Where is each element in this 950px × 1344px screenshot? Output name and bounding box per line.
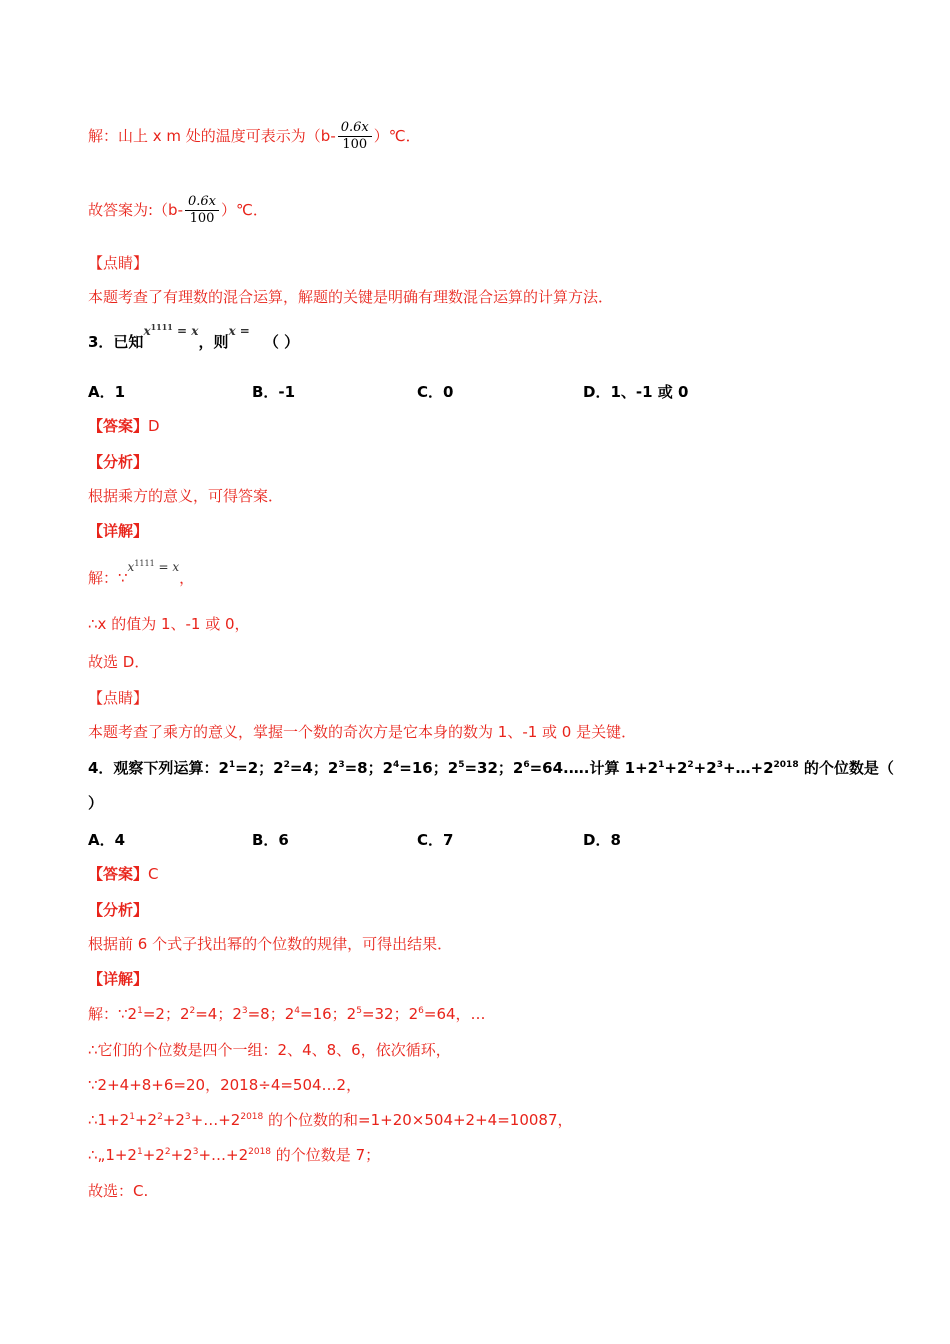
text-run: =32；2 [361,1005,419,1023]
math-exponent: 1111 [134,559,155,568]
text-run: =4；2 [289,759,339,777]
text-run: +2 [134,1111,158,1129]
q3-option-c: C．0 [417,383,454,401]
q2-answer-unit: ）℃． [221,201,268,219]
math-base: x [143,324,151,338]
q4-detail-line3: ∵2+4+8+6=20，2018÷4=504…2， [88,1076,362,1094]
q4-analysis-label: 【分析】 [88,901,149,919]
text-run: +…+2 [722,759,774,777]
text-run: ∴„1+2 [88,1146,137,1164]
answer-value: D [148,417,160,435]
q3-answer [88,416,160,436]
q2-dianjing-text: 本题考查了有理数的混合运算，解题的关键是明确有理数混合运算的计算方法． [88,288,614,306]
exponent: 2 [189,1006,196,1016]
q3-analysis-text: 根据乘方的意义，可得答案． [88,487,284,505]
q2-answer-line [88,194,268,227]
fraction-denominator: 100 [185,210,219,227]
text-run: =16；2 [300,1005,357,1023]
q4-detail-line6: 故选：C. [88,1182,149,1200]
exponent: 2018 [773,760,799,770]
fraction-0-6x-over-100 [338,120,372,153]
exponent: 2 [157,1112,163,1122]
q4-analysis-text: 根据前 6 个式子找出幂的个位数的规律，可得出结果． [88,935,453,953]
exponent: 2018 [248,1147,272,1157]
q4-option-c: C．7 [417,831,454,849]
q3-detail-label: 【详解】 [88,522,149,540]
q4-stem-line1 [88,758,894,778]
q2-solution-line [88,120,421,153]
math-rhs: = x [172,324,199,338]
fraction-denominator: 100 [338,136,372,153]
q3-detail-line2: ∴x 的值为 1、-1 或 0， [88,615,250,633]
q4-answer [88,864,159,884]
exponent: 6 [418,1006,424,1016]
exponent: 2018 [240,1112,264,1122]
exponent: 1 [228,760,236,770]
exponent: 3 [184,1112,191,1122]
exponent: 4 [393,760,400,770]
q4-detail-line2: ∴它们的个位数是四个一组：2、4、8、6，依次循环， [88,1041,451,1059]
q3-stem [88,322,300,353]
exponent: 3 [338,760,345,770]
q3-equation [143,324,198,338]
text-run: =8；2 [344,759,394,777]
text-run: =8；2 [247,1005,295,1023]
exponent: 4 [294,1006,300,1016]
text-run: 4．观察下列运算：2 [88,759,229,777]
text-run: +2 [170,1146,193,1164]
q4-stem-line2: ） [88,794,104,812]
exponent: 1 [658,760,665,770]
q3-blank-parens: （ ） [263,333,300,351]
text-run: +2 [142,1146,165,1164]
exponent: 3 [241,1006,248,1016]
q4-detail-line1 [88,1004,486,1024]
q3-analysis-label: 【分析】 [88,453,149,471]
q3-dianjing-label: 【点睛】 [88,689,149,707]
q3-detail-comma: ， [179,569,195,587]
answer-label: 【答案】 [88,417,149,435]
answer-value: C [148,865,159,883]
math-exponent: 1111 [150,322,173,332]
q4-option-b: B．6 [252,831,289,849]
text-run: 的个位数的和=1+20×504+2+4=10087， [263,1111,573,1129]
q3-detail-line1 [88,559,195,589]
q4-detail-label: 【详解】 [88,970,149,988]
q3-option-a: A．1 [88,383,126,401]
text-run: =64.….计算 1+2 [529,759,659,777]
exponent: 2 [283,760,290,770]
text-run: +2 [162,1111,185,1129]
exponent: 5 [458,760,465,770]
q2-dianjing-label: 【点睛】 [88,254,149,272]
q3-detail-prefix: 解：∵ [88,569,128,587]
text-run: 的个位数是（ [798,759,894,777]
exponent: 1 [137,1006,143,1016]
text-run: =16；2 [399,759,459,777]
q3-detail-equation [128,560,180,574]
math-rhs: = x [154,560,180,574]
q3-dianjing-text: 本题考查了乘方的意义，掌握一个数的奇次方是它本身的数为 1、-1 或 0 是关键． [88,723,637,741]
q2-answer-text: 故答案为:（b- [88,201,183,219]
q3-stem-prefix: 3．已知 [88,333,144,351]
text-run: =32；2 [464,759,524,777]
exponent: 1 [136,1147,143,1157]
text-run: ∴1+2 [88,1111,130,1129]
text-run: 解：∵2 [88,1005,138,1023]
answer-label: 【答案】 [88,865,149,883]
text-run: =2；2 [142,1005,190,1023]
fraction-0-6x-over-100 [185,194,219,227]
exponent: 3 [716,760,723,770]
text-run: +…+2 [198,1146,249,1164]
q3-detail-line3: 故选 D． [88,653,150,671]
q4-detail-line5 [88,1145,380,1165]
q4-option-d: D．8 [583,831,621,849]
text-run: =64，… [423,1005,486,1023]
q4-option-a: A．4 [88,831,126,849]
text-run: 的个位数是 7； [271,1146,381,1164]
q3-variable: x = [228,324,250,338]
q2-solution-text: 解：山上 x m 处的温度可表示为（b- [88,127,336,145]
exponent: 3 [192,1147,199,1157]
exponent: 6 [523,760,530,770]
q4-detail-line4 [88,1110,573,1130]
math-base: x [127,560,135,574]
q3-option-b: B．-1 [252,383,296,401]
fraction-numerator: 0.6x [188,194,217,209]
q2-solution-unit: ）℃． [373,127,421,145]
text-run: =2；2 [235,759,284,777]
exponent: 2 [164,1147,171,1157]
q3-stem-middle: ，则 [198,333,229,351]
exponent: 5 [356,1006,362,1016]
q3-option-d: D．1、-1 或 0 [583,383,689,401]
text-run: +2 [693,759,717,777]
text-run: +…+2 [190,1111,241,1129]
exponent: 1 [129,1112,135,1122]
fraction-numerator: 0.6x [340,120,369,135]
exponent: 2 [687,760,694,770]
text-run: +2 [664,759,688,777]
text-run: =4；2 [195,1005,242,1023]
